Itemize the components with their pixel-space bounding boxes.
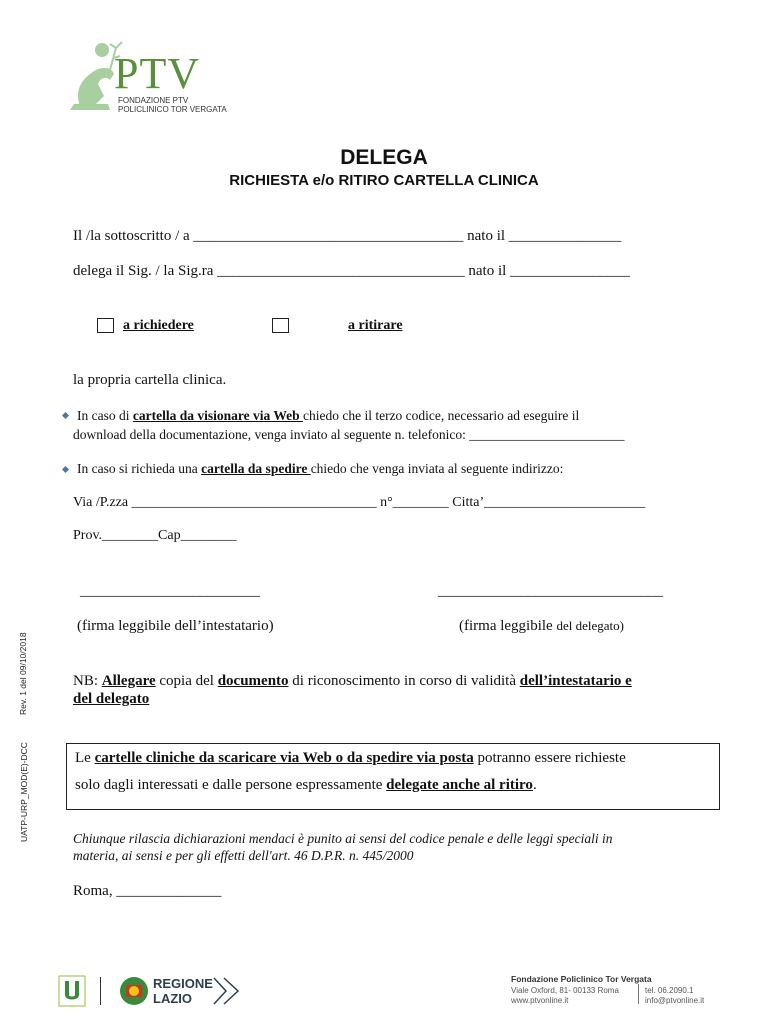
address-line: Via /P.zza ___________________________________ n°________ Citta’_______________________ [73, 495, 646, 510]
notice-t2: potranno essere richieste [473, 750, 626, 766]
bullet-diamond-icon [62, 412, 69, 419]
option-richiedere-label: a richiedere [123, 318, 194, 333]
bullet-diamond-icon [62, 466, 69, 473]
nb-line1 [73, 673, 632, 690]
notice-line1 [75, 750, 626, 767]
signature-label-right-main: (firma leggibile [459, 618, 557, 634]
bullet1-line1 [77, 408, 579, 424]
notice-t1: Le [75, 750, 95, 766]
region-lazio-emblem-icon [117, 975, 151, 1007]
footer-website-link[interactable]: www.ptvonline.it [511, 996, 569, 1005]
bullet1-line2: download della documentazione, venga inviato al seguente n. telefonico: _______________________ [73, 427, 625, 442]
prov-cap-line: Prov.________Cap________ [73, 528, 237, 543]
signature-label-right [459, 618, 624, 635]
bullet2-post: chiedo che venga inviata al seguente indirizzo: [310, 461, 564, 476]
signature-label-left: (firma leggibile dell’intestatario) [77, 618, 274, 634]
signature-label-right-small: del delegato) [556, 618, 624, 633]
region-chevron-icon [212, 976, 240, 1006]
footer-address: Viale Oxford, 81- 00133 Roma [511, 986, 619, 995]
notice-bold1: cartelle cliniche da scaricare via Web o da spedire via posta [94, 750, 474, 766]
option-ritirare-label: a ritirare [348, 318, 403, 333]
checkbox-richiedere[interactable] [97, 318, 114, 333]
university-logo-icon [58, 975, 86, 1007]
document-title: DELEGA [340, 146, 428, 169]
nb-documento: documento [217, 673, 289, 689]
notice-bold2: delegate anche al ritiro [386, 777, 533, 793]
logo-subtitle-2: POLICLINICO TOR VERGATA [118, 105, 227, 114]
nb-delegato: del delegato [73, 691, 150, 707]
nb-text2: di riconoscimento in corso di validità [288, 673, 520, 689]
bullet2-line [77, 461, 563, 477]
signature-line-right: ______________________________ [438, 583, 663, 599]
footer-contact-divider [638, 984, 639, 1004]
notice-t4: . [532, 777, 537, 793]
region-name-line2: LAZIO [153, 991, 192, 1006]
form-code-label: UATP-URP_MOD(E)-DCC [19, 742, 29, 842]
document-subtitle: RICHIESTA e/o RITIRO CARTELLA CLINICA [229, 172, 539, 189]
bullet1-post: chiedo che il terzo codice, necessario ad eseguire il [302, 408, 580, 423]
bullet2-bold: cartella da spedire [201, 461, 311, 476]
nb-intestatario: dell’intestatario e [519, 673, 632, 689]
signature-line-left: ________________________ [80, 583, 260, 599]
disclaimer-line2: materia, ai sensi e per gli effetti dell'art. 46 D.P.R. n. 445/2000 [73, 848, 414, 863]
footer-phone: tel. 06.2090.1 [645, 986, 694, 995]
nb-allegare: Allegare [101, 673, 156, 689]
undersigned-line: Il /la sottoscritto / a ____________________________________ nato il _______________ [73, 228, 622, 244]
notice-t3: solo dagli interessati e dalle persone espressamente [75, 777, 387, 793]
logo-subtitle-1: FONDAZIONE PTV [118, 96, 189, 105]
nb-prefix: NB: [73, 673, 102, 689]
footer-divider [100, 977, 101, 1005]
nb-text1: copia del [155, 673, 218, 689]
disclaimer-line1: Chiunque rilascia dichiarazioni mendaci è punito ai sensi del codice penale e delle leggi speciali in [73, 831, 613, 846]
delegate-line: delega il Sig. / la Sig.ra _________________________________ nato il ________________ [73, 263, 631, 279]
checkbox-ritirare[interactable] [272, 318, 289, 333]
bullet2-pre: In caso si richieda una [77, 461, 202, 476]
place-date-line: Roma, ______________ [73, 883, 222, 899]
footer-email-link[interactable]: info@ptvonline.it [645, 996, 705, 1005]
footer-org-name: Fondazione Policlinico Tor Vergata [511, 974, 652, 984]
notice-line2 [75, 777, 537, 794]
bullet1-pre: In caso di [77, 408, 133, 423]
revision-label: Rev. 1 del 09/10/2018 [18, 632, 28, 715]
region-name-line1: REGIONE [153, 976, 213, 991]
own-record-text: la propria cartella clinica. [73, 372, 227, 388]
bullet1-bold: cartella da visionare via Web [132, 408, 303, 423]
logo-text: PTV [114, 49, 201, 98]
